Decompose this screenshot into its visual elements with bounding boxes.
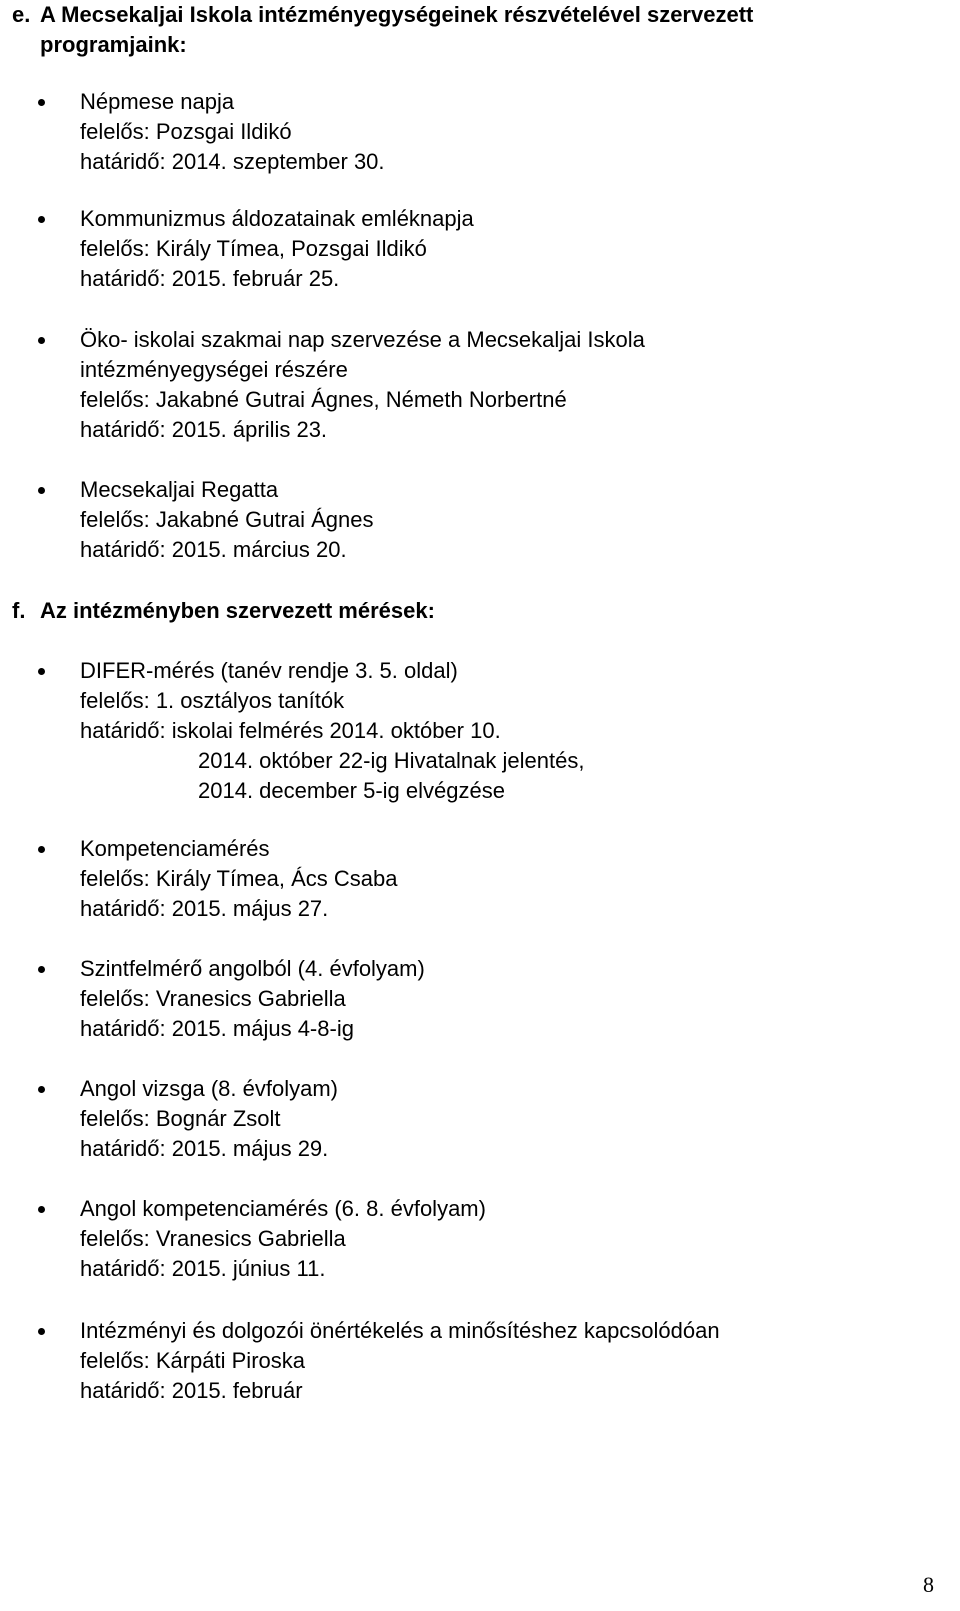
bullet-icon [38, 99, 45, 106]
bullet-icon [38, 846, 45, 853]
bullet-icon [38, 216, 45, 223]
item-deadline: határidő: iskolai felmérés 2014. október 10. [80, 718, 501, 743]
list-item [0, 954, 930, 1044]
list-item [0, 656, 930, 806]
page-number: 8 [923, 1572, 934, 1597]
item-deadline: határidő: 2015. április 23. [80, 417, 328, 442]
item-responsible: felelős: Király Tímea, Ács Csaba [80, 866, 398, 891]
bullet-icon [38, 337, 45, 344]
section-f-heading [12, 596, 435, 626]
item-title: Öko- iskolai szakmai nap szervezése a Mecsekaljai Iskola [80, 327, 645, 352]
bullet-icon [38, 1206, 45, 1213]
list-item [0, 1074, 930, 1164]
item-title-continued: intézményegységei részére [80, 357, 348, 382]
list-item [0, 1316, 930, 1406]
item-deadline: határidő: 2015. március 20. [80, 537, 347, 562]
bullet-icon [38, 1086, 45, 1093]
item-responsible: felelős: Vranesics Gabriella [80, 986, 346, 1011]
bullet-icon [38, 1328, 45, 1335]
item-deadline: határidő: 2015. február 25. [80, 266, 340, 291]
section-e-title-line1: A Mecsekaljai Iskola intézményegységeinek részvételével szervezett [40, 2, 754, 27]
item-title: DIFER-mérés (tanév rendje 3. 5. oldal) [80, 658, 458, 683]
bullet-icon [38, 487, 45, 494]
item-title: Angol vizsga (8. évfolyam) [80, 1076, 338, 1101]
item-title: Kommunizmus áldozatainak emléknapja [80, 206, 474, 231]
item-title: Szintfelmérő angolból (4. évfolyam) [80, 956, 425, 981]
item-title: Angol kompetenciamérés (6. 8. évfolyam) [80, 1196, 486, 1221]
item-deadline: határidő: 2014. szeptember 30. [80, 149, 385, 174]
list-item [0, 87, 930, 177]
item-title: Kompetenciamérés [80, 836, 270, 861]
item-deadline: határidő: 2015. június 11. [80, 1256, 326, 1281]
item-deadline: határidő: 2015. május 29. [80, 1136, 329, 1161]
item-title: Népmese napja [80, 89, 235, 114]
item-title: Mecsekaljai Regatta [80, 477, 279, 502]
item-title: Intézményi és dolgozói önértékelés a minősítéshez kapcsolódóan [80, 1318, 720, 1343]
bullet-icon [38, 966, 45, 973]
list-item [0, 325, 930, 445]
list-item [0, 1194, 930, 1284]
list-item [0, 475, 930, 565]
item-responsible: felelős: Jakabné Gutrai Ágnes [80, 507, 374, 532]
item-responsible: felelős: Pozsgai Ildikó [80, 119, 292, 144]
item-deadline: határidő: 2015. február [80, 1378, 303, 1403]
section-e-heading [12, 0, 753, 60]
item-deadline: határidő: 2015. május 4-8-ig [80, 1016, 354, 1041]
item-responsible: felelős: Kárpáti Piroska [80, 1348, 305, 1373]
section-e-title-line2: programjaink: [40, 32, 187, 57]
bullet-icon [38, 668, 45, 675]
item-deadline-continued: 2014. december 5-ig elvégzése [198, 778, 505, 803]
list-item [0, 834, 930, 924]
item-responsible: felelős: Bognár Zsolt [80, 1106, 281, 1131]
item-responsible: felelős: Király Tímea, Pozsgai Ildikó [80, 236, 427, 261]
section-f-marker: f. [12, 598, 26, 623]
section-e-marker: e. [12, 2, 31, 27]
section-f-title: Az intézményben szervezett mérések: [40, 598, 435, 623]
item-deadline: határidő: 2015. május 27. [80, 896, 329, 921]
item-responsible: felelős: Vranesics Gabriella [80, 1226, 346, 1251]
item-deadline-continued: 2014. október 22-ig Hivatalnak jelentés, [198, 748, 585, 773]
list-item [0, 204, 930, 294]
item-responsible: felelős: Jakabné Gutrai Ágnes, Németh Norbertné [80, 387, 567, 412]
item-responsible: felelős: 1. osztályos tanítók [80, 688, 345, 713]
